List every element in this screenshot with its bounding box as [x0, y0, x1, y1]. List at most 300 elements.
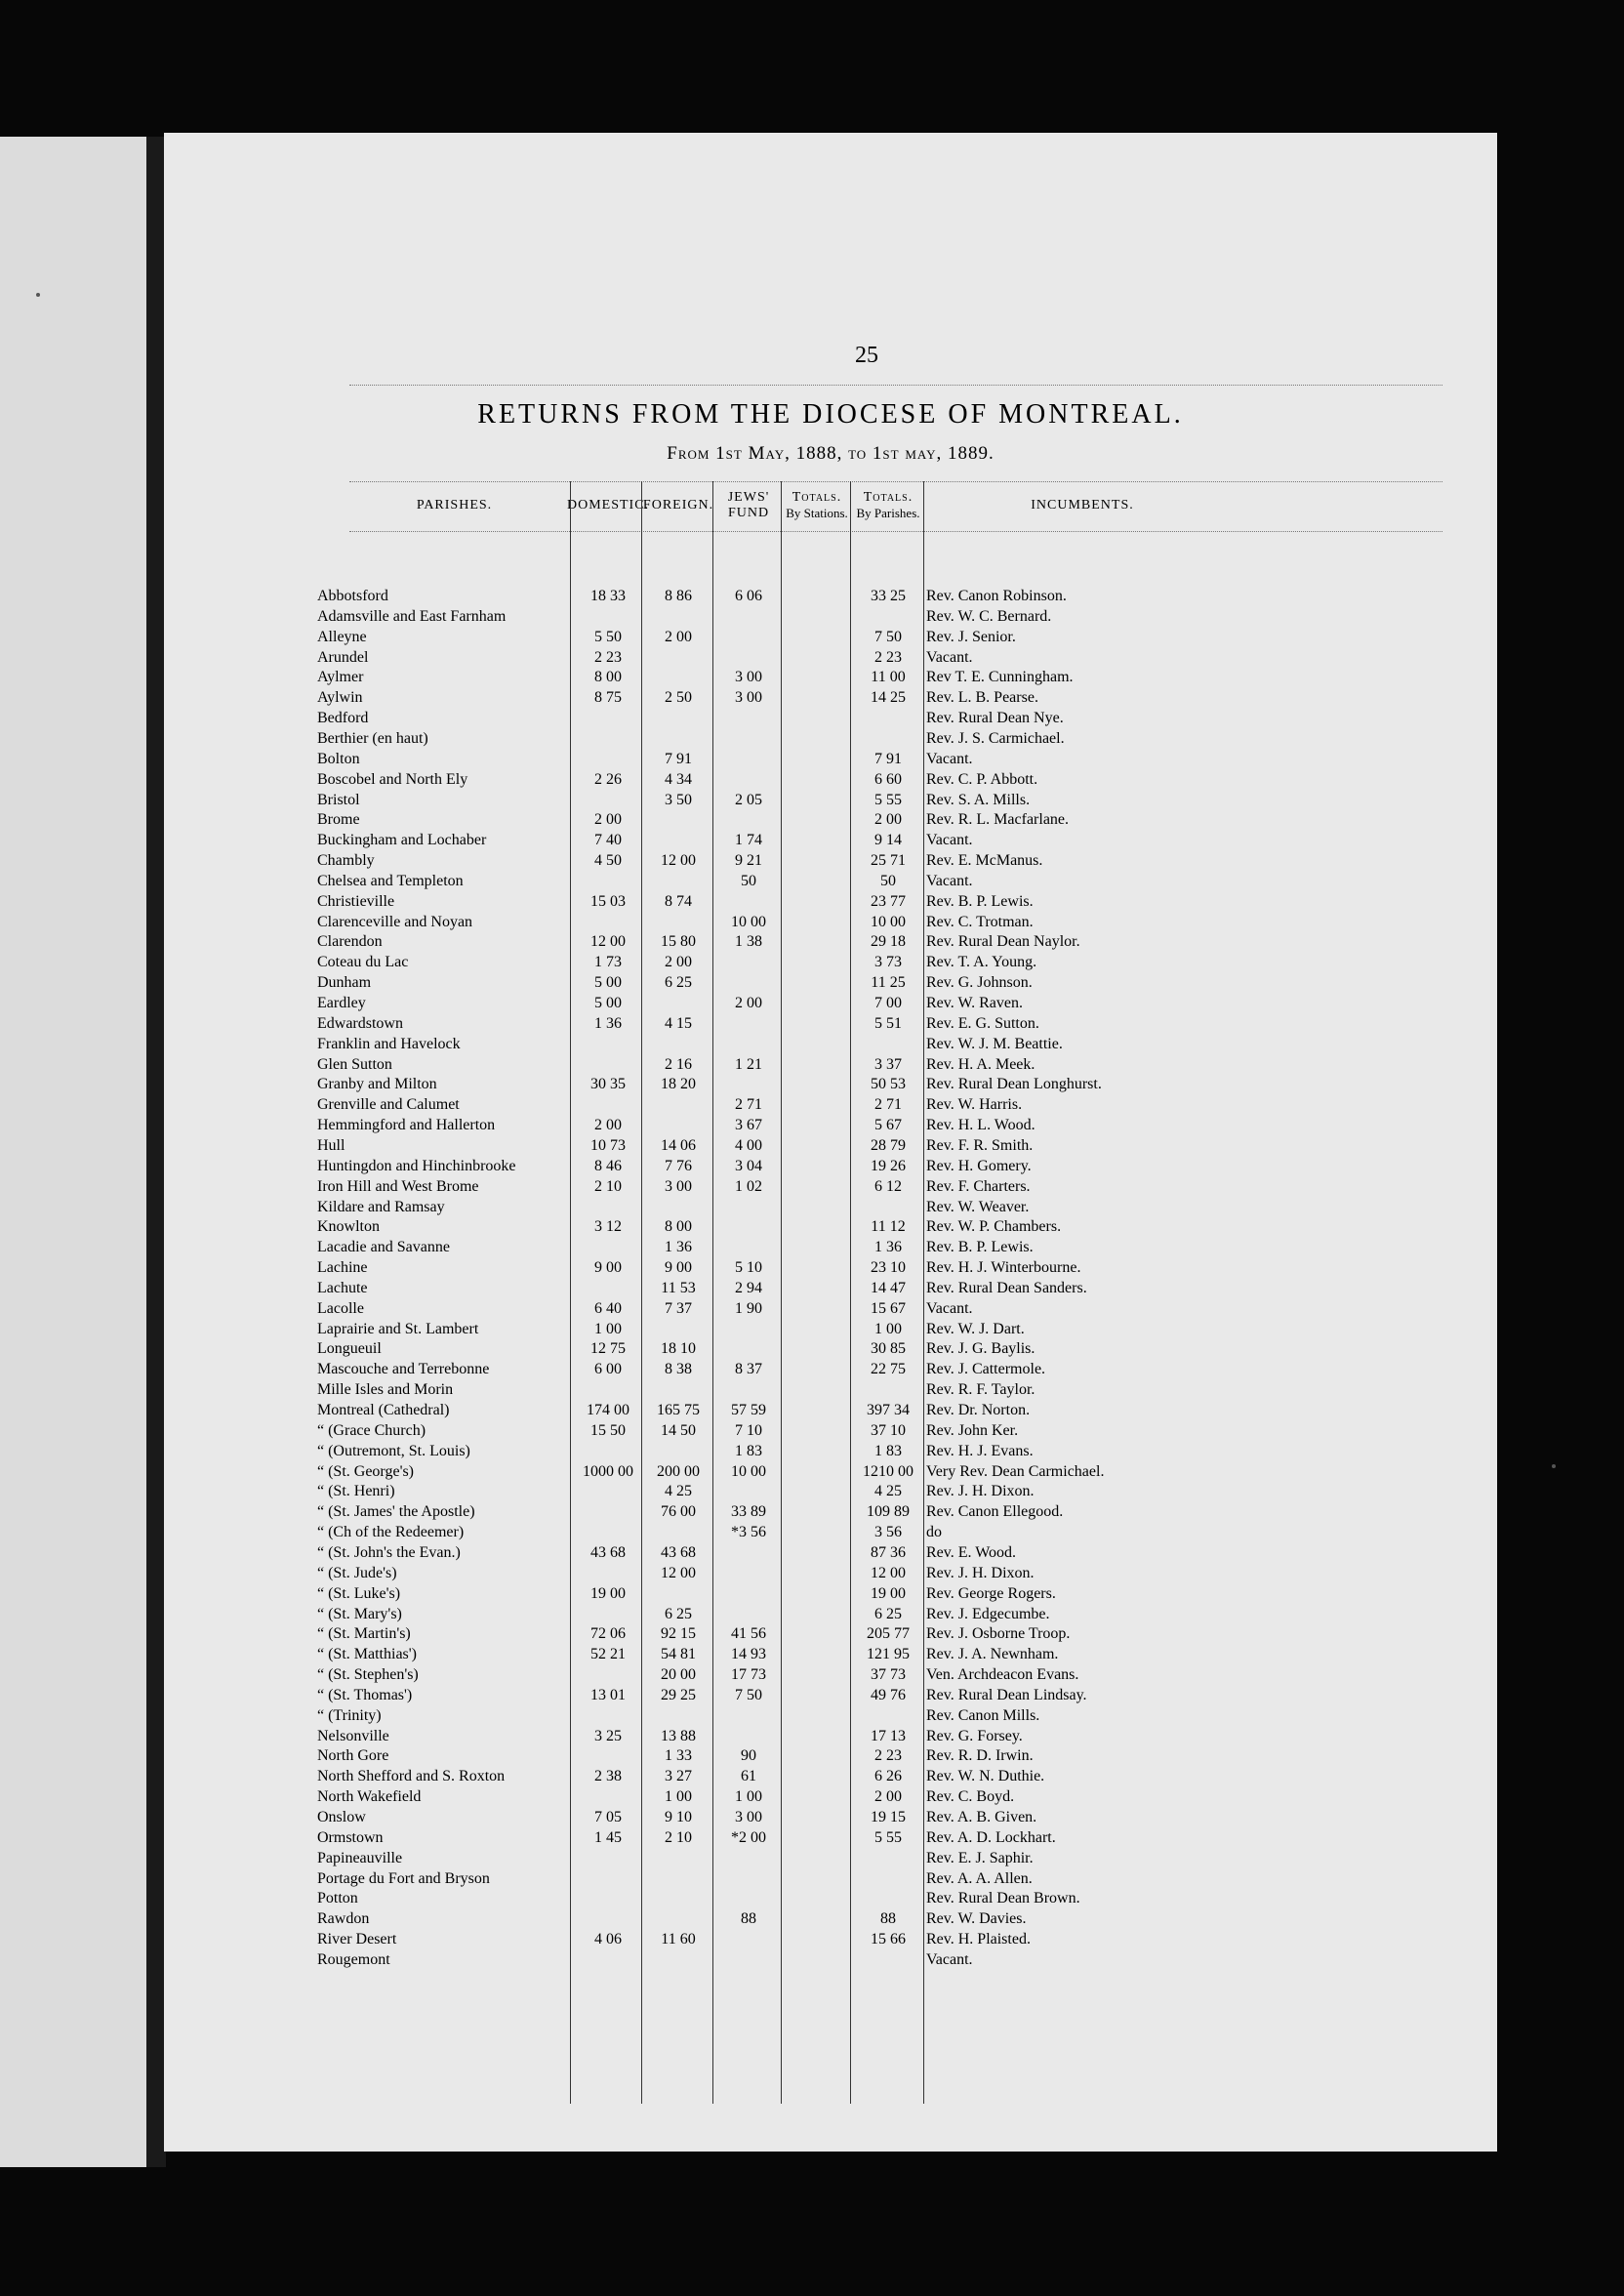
incumbent-name: Rev. E. J. Saphir.	[926, 1849, 1034, 1866]
totals-parishes-value: 50	[880, 872, 896, 889]
totals-parishes-value: 205 77	[867, 1625, 910, 1643]
incumbent-name: Rev. Rural Dean Lindsay.	[926, 1686, 1087, 1703]
totals-stations-value	[784, 1319, 850, 1339]
totals-parishes-value: 37 73	[871, 1666, 906, 1684]
totals-stations-value	[784, 1379, 850, 1400]
jews-fund-value: 3 00	[735, 1809, 762, 1825]
domestic-value	[575, 1563, 641, 1583]
foreign-value: 8 00	[665, 1218, 692, 1236]
domestic-value	[575, 1094, 641, 1115]
parish-name: Onslow	[317, 1809, 366, 1825]
header-domestic: DOMESTIC.	[566, 498, 650, 512]
domestic-value: 4 50	[594, 852, 622, 870]
incumbent-name: Rev. G. Johnson.	[926, 974, 1033, 992]
totals-stations-value	[784, 952, 850, 972]
totals-stations-value	[784, 1461, 850, 1482]
page-number: 25	[855, 343, 878, 368]
jews-fund-value: 88	[741, 1910, 756, 1928]
domestic-value: 43 68	[590, 1543, 626, 1561]
foreign-value: 2 00	[665, 628, 692, 645]
parish-name: Aylmer	[317, 669, 364, 686]
parish-name: Rougemont	[317, 1950, 390, 1968]
jews-fund-value: 3 00	[735, 689, 762, 707]
parish-name: Christieville	[317, 892, 395, 910]
parish-name: Lachute	[317, 1279, 368, 1296]
foreign-value: 2 10	[665, 1828, 692, 1846]
foreign-value	[645, 993, 711, 1013]
foreign-value: 14 50	[661, 1421, 696, 1439]
foreign-value	[645, 871, 711, 891]
foreign-value	[645, 912, 711, 932]
table-row	[164, 1054, 1497, 1075]
domestic-value: 10 73	[590, 1136, 626, 1154]
foreign-value: 8 38	[665, 1361, 692, 1378]
foreign-value	[645, 708, 711, 728]
jews-fund-value: 14 93	[731, 1646, 766, 1663]
parish-name: Glen Sutton	[317, 1055, 392, 1073]
scan-speck	[1552, 1464, 1556, 1468]
incumbent-name: Rev. R. D. Irwin.	[926, 1747, 1034, 1765]
foreign-value: 8 86	[665, 588, 692, 604]
totals-parishes-value: 3 37	[874, 1055, 902, 1073]
foreign-value: 18 10	[661, 1340, 696, 1358]
top-rule	[349, 385, 1442, 386]
jews-fund-value	[716, 647, 781, 668]
domestic-value: 72 06	[590, 1625, 626, 1643]
parish-name: Longueuil	[317, 1340, 382, 1358]
table-row	[164, 1888, 1497, 1908]
parish-name: “ (St. Jude's)	[317, 1564, 397, 1581]
foreign-value: 13 88	[661, 1727, 696, 1744]
incumbent-name: Rev. Rural Dean Sanders.	[926, 1279, 1087, 1296]
domestic-value: 1000 00	[583, 1462, 633, 1480]
incumbent-name: Rev. G. Forsey.	[926, 1727, 1023, 1744]
table-row	[164, 1827, 1497, 1848]
totals-stations-value	[784, 1664, 850, 1685]
parish-name: Clarendon	[317, 933, 383, 951]
jews-fund-value: 3 67	[735, 1117, 762, 1134]
jews-fund-value: 1 74	[735, 832, 762, 849]
foreign-value	[645, 1094, 711, 1115]
jews-fund-value: 50	[741, 872, 756, 889]
parish-name: Mille Isles and Morin	[317, 1381, 454, 1399]
domestic-value: 2 23	[594, 648, 622, 666]
domestic-value	[575, 1441, 641, 1461]
jews-fund-value: 57 59	[731, 1402, 766, 1418]
totals-stations-value	[784, 1563, 850, 1583]
incumbent-name: Ven. Archdeacon Evans.	[926, 1666, 1079, 1684]
table-row	[164, 687, 1497, 708]
facing-page-edge	[0, 137, 164, 2167]
jews-fund-value: 4 00	[735, 1136, 762, 1154]
totals-parishes-value: 1 36	[874, 1239, 902, 1256]
domestic-value: 19 00	[590, 1584, 626, 1602]
totals-stations-value	[784, 1501, 850, 1522]
domestic-value	[575, 1278, 641, 1298]
incumbent-name: Vacant.	[926, 648, 973, 666]
table-row	[164, 1278, 1497, 1298]
incumbent-name: Rev. L. B. Pearse.	[926, 689, 1038, 707]
domestic-value: 8 75	[594, 689, 622, 707]
foreign-value: 4 34	[665, 770, 692, 788]
domestic-value	[575, 1379, 641, 1400]
table-row	[164, 830, 1497, 850]
domestic-value	[575, 1237, 641, 1257]
parish-name: Rawdon	[317, 1910, 370, 1928]
jews-fund-value	[716, 1726, 781, 1746]
jews-fund-value: 1 00	[735, 1788, 762, 1806]
table-row	[164, 1319, 1497, 1339]
foreign-value: 15 80	[661, 933, 696, 951]
incumbent-name: Rev. J. H. Dixon.	[926, 1483, 1035, 1500]
foreign-value: 2 50	[665, 689, 692, 707]
parish-name: Hull	[317, 1136, 345, 1154]
totals-parishes-value: 2 00	[874, 1788, 902, 1806]
domestic-value	[575, 1868, 641, 1889]
table-row	[164, 1522, 1497, 1542]
domestic-value: 1 73	[594, 954, 622, 971]
totals-stations-value	[784, 769, 850, 790]
foreign-value: 43 68	[661, 1543, 696, 1561]
table-row	[164, 1034, 1497, 1054]
totals-parishes-value: 14 25	[871, 689, 906, 707]
totals-parishes-value: 37 10	[871, 1421, 906, 1439]
domestic-value	[575, 1705, 641, 1726]
totals-stations-value	[784, 1522, 850, 1542]
totals-parishes-value: 50 53	[871, 1076, 906, 1093]
table-row	[164, 1501, 1497, 1522]
foreign-value: 12 00	[661, 1564, 696, 1581]
table-row	[164, 1807, 1497, 1827]
totals-parishes-value	[854, 728, 922, 749]
foreign-value	[645, 1034, 711, 1054]
table-row	[164, 1542, 1497, 1563]
jews-fund-value: 9 21	[735, 852, 762, 870]
incumbent-name: Rev. C. P. Abbott.	[926, 770, 1038, 788]
jews-fund-value: 41 56	[731, 1625, 766, 1643]
parish-name: River Desert	[317, 1931, 397, 1948]
jews-fund-value: *3 56	[731, 1524, 766, 1541]
totals-parishes-value: 29 18	[871, 933, 906, 951]
totals-stations-value	[784, 1176, 850, 1197]
domestic-value: 6 40	[594, 1299, 622, 1317]
totals-stations-value	[784, 1400, 850, 1420]
totals-stations-value	[784, 1685, 850, 1705]
incumbent-name: Rev. W. Weaver.	[926, 1198, 1030, 1215]
incumbent-name: Rev. F. Charters.	[926, 1177, 1031, 1195]
foreign-value	[645, 1522, 711, 1542]
parish-name: Potton	[317, 1890, 358, 1907]
domestic-value	[575, 790, 641, 810]
totals-parishes-value: 23 77	[871, 892, 906, 910]
parish-name: Granby and Milton	[317, 1076, 437, 1093]
totals-parishes-value	[854, 606, 922, 627]
parish-name: “ (St. James' the Apostle)	[317, 1503, 475, 1521]
totals-parishes-value	[854, 1379, 922, 1400]
jews-fund-value: 3 04	[735, 1157, 762, 1174]
parish-name: “ (Trinity)	[317, 1706, 382, 1724]
domestic-value	[575, 1745, 641, 1766]
totals-stations-value	[784, 647, 850, 668]
header-totals-stations: Totals. By Stations.	[786, 490, 848, 520]
totals-stations-value	[784, 1644, 850, 1664]
table-row	[164, 1094, 1497, 1115]
table-row	[164, 1644, 1497, 1664]
table-row	[164, 1745, 1497, 1766]
domestic-value	[575, 708, 641, 728]
totals-stations-value	[784, 1237, 850, 1257]
foreign-value: 12 00	[661, 852, 696, 870]
table-row	[164, 1604, 1497, 1624]
totals-stations-value	[784, 586, 850, 606]
foreign-value: 92 15	[661, 1625, 696, 1643]
totals-stations-value	[784, 1441, 850, 1461]
totals-stations-value	[784, 728, 850, 749]
incumbent-name: Rev. R. F. Taylor.	[926, 1381, 1035, 1399]
totals-stations-value	[784, 790, 850, 810]
incumbent-name: Rev. J. Senior.	[926, 628, 1016, 645]
domestic-value: 4 06	[594, 1931, 622, 1948]
incumbent-name: Rev. Rural Dean Naylor.	[926, 933, 1080, 951]
incumbent-name: Rev. Rural Dean Brown.	[926, 1890, 1080, 1907]
jews-fund-value: 7 50	[735, 1686, 762, 1703]
page-subtitle: From 1st May, 1888, to 1st may, 1889.	[667, 443, 995, 464]
totals-parishes-value: 7 00	[874, 995, 902, 1011]
table-row	[164, 1441, 1497, 1461]
totals-stations-value	[784, 1034, 850, 1054]
incumbent-name: Rev. A. D. Lockhart.	[926, 1828, 1056, 1846]
totals-parishes-value: 2 23	[874, 648, 902, 666]
document-page	[164, 133, 1497, 2152]
incumbent-name: Vacant.	[926, 750, 973, 767]
totals-stations-value	[784, 1216, 850, 1237]
parish-name: “ (Ch of the Redeemer)	[317, 1524, 465, 1541]
totals-stations-value	[784, 1888, 850, 1908]
foreign-value: 7 37	[665, 1299, 692, 1317]
foreign-value: 18 20	[661, 1076, 696, 1093]
domestic-value	[575, 1848, 641, 1868]
totals-parishes-value: 1 00	[874, 1320, 902, 1337]
table-row	[164, 1461, 1497, 1482]
totals-stations-value	[784, 1257, 850, 1278]
table-row	[164, 606, 1497, 627]
parish-name: Knowlton	[317, 1218, 380, 1236]
foreign-value	[645, 809, 711, 830]
jews-fund-value	[716, 1197, 781, 1217]
totals-parishes-value: 5 55	[874, 1828, 902, 1846]
parish-name: Lacolle	[317, 1299, 364, 1317]
incumbent-name: Rev. George Rogers.	[926, 1584, 1056, 1602]
parish-name: Huntingdon and Hinchinbrooke	[317, 1157, 516, 1174]
jews-fund-value	[716, 1583, 781, 1604]
table-row	[164, 972, 1497, 993]
jews-fund-value	[716, 1319, 781, 1339]
jews-fund-value	[716, 809, 781, 830]
domestic-value	[575, 1949, 641, 1970]
totals-parishes-value: 3 73	[874, 954, 902, 971]
totals-parishes-value: 10 00	[871, 913, 906, 930]
foreign-value: 3 00	[665, 1177, 692, 1195]
incumbent-name: Rev. J. Osborne Troop.	[926, 1625, 1071, 1643]
table-row	[164, 1257, 1497, 1278]
domestic-value: 2 00	[594, 1117, 622, 1134]
totals-parishes-value: 11 25	[871, 974, 906, 992]
incumbent-name: Rev. C. Boyd.	[926, 1788, 1015, 1806]
parish-name: Lacadie and Savanne	[317, 1239, 450, 1256]
table-row	[164, 809, 1497, 830]
domestic-value	[575, 871, 641, 891]
totals-stations-value	[784, 1807, 850, 1827]
foreign-value	[645, 1868, 711, 1889]
totals-parishes-value: 9 14	[874, 832, 902, 849]
parish-name: “ (Outremont, St. Louis)	[317, 1442, 470, 1459]
jews-fund-value: 2 94	[735, 1279, 762, 1296]
parish-name: Adamsville and East Farnham	[317, 607, 507, 625]
parish-name: Chambly	[317, 852, 375, 870]
incumbent-name: Rev. W. Raven.	[926, 995, 1023, 1011]
domestic-value	[575, 1197, 641, 1217]
domestic-value: 2 10	[594, 1177, 622, 1195]
jews-fund-value	[716, 1013, 781, 1034]
totals-parishes-value	[854, 1034, 922, 1054]
jews-fund-value	[716, 1034, 781, 1054]
totals-stations-value	[784, 891, 850, 912]
totals-stations-value	[784, 993, 850, 1013]
jews-fund-value	[716, 769, 781, 790]
incumbent-name: Rev. W. J. M. Beattie.	[926, 1035, 1063, 1052]
table-row	[164, 952, 1497, 972]
jews-fund-value: 90	[741, 1747, 756, 1765]
totals-parishes-value: 12 00	[871, 1564, 906, 1581]
foreign-value: 29 25	[661, 1686, 696, 1703]
domestic-value	[575, 749, 641, 769]
domestic-value: 6 00	[594, 1361, 622, 1378]
parish-name: North Shefford and S. Roxton	[317, 1768, 506, 1785]
totals-stations-value	[784, 871, 850, 891]
incumbent-name: Rev. E. McManus.	[926, 852, 1043, 870]
totals-stations-value	[784, 687, 850, 708]
book-gutter	[146, 137, 166, 2167]
table-row	[164, 667, 1497, 687]
incumbent-name: Rev. W. N. Duthie.	[926, 1768, 1045, 1785]
jews-fund-value: 2 05	[735, 791, 762, 808]
jews-fund-value	[716, 1848, 781, 1868]
header-incumbents: INCUMBENTS.	[1031, 498, 1134, 512]
jews-fund-value	[716, 1868, 781, 1889]
incumbent-name: Rev. Rural Dean Nye.	[926, 710, 1064, 727]
incumbent-name: Rev. J. S. Carmichael.	[926, 729, 1065, 747]
totals-parishes-value: 7 91	[874, 750, 902, 767]
incumbent-name: do	[926, 1524, 942, 1541]
incumbent-name: Rev. E. G. Sutton.	[926, 1014, 1039, 1032]
jews-fund-value	[716, 749, 781, 769]
parish-name: Berthier (en haut)	[317, 729, 428, 747]
incumbent-name: Rev. H. J. Winterbourne.	[926, 1259, 1081, 1277]
table-row	[164, 627, 1497, 647]
parish-name: Aylwin	[317, 689, 363, 707]
incumbent-name: Vacant.	[926, 832, 973, 849]
totals-stations-value	[784, 1705, 850, 1726]
incumbent-name: Rev. E. Wood.	[926, 1543, 1017, 1561]
parish-name: Clarenceville and Noyan	[317, 913, 473, 930]
jews-fund-value	[716, 1929, 781, 1949]
foreign-value: 1 00	[665, 1788, 692, 1806]
totals-parishes-value: 11 00	[871, 669, 906, 686]
parish-name: Arundel	[317, 648, 369, 666]
parish-name: Bolton	[317, 750, 360, 767]
domestic-value: 2 00	[594, 811, 622, 829]
domestic-value: 3 25	[594, 1727, 622, 1744]
totals-parishes-value	[854, 1888, 922, 1908]
jews-fund-value	[716, 1542, 781, 1563]
domestic-value	[575, 1908, 641, 1929]
incumbent-name: Rev. B. P. Lewis.	[926, 1239, 1034, 1256]
table-row	[164, 1197, 1497, 1217]
foreign-value	[645, 728, 711, 749]
parish-name: Dunham	[317, 974, 372, 992]
foreign-value: 11 53	[661, 1279, 696, 1296]
parish-name: Bristol	[317, 791, 360, 808]
jews-fund-value	[716, 1338, 781, 1359]
totals-stations-value	[784, 1766, 850, 1786]
totals-stations-value	[784, 1115, 850, 1135]
table-row	[164, 1623, 1497, 1644]
totals-stations-value	[784, 972, 850, 993]
totals-stations-value	[784, 1745, 850, 1766]
table-row	[164, 1868, 1497, 1889]
domestic-value	[575, 606, 641, 627]
page-title: RETURNS FROM THE DIOCESE OF MONTREAL.	[477, 399, 1184, 430]
table-header	[349, 481, 1442, 532]
table-row	[164, 1726, 1497, 1746]
jews-fund-value: 3 00	[735, 669, 762, 686]
foreign-value: 54 81	[661, 1646, 696, 1663]
jews-fund-value: 1 21	[735, 1055, 762, 1073]
foreign-value: 3 27	[665, 1768, 692, 1785]
parish-name: “ (St. Henri)	[317, 1483, 395, 1500]
table-row	[164, 1685, 1497, 1705]
table-row	[164, 1156, 1497, 1176]
totals-stations-value	[784, 1583, 850, 1604]
totals-parishes-value: 5 67	[874, 1117, 902, 1134]
jews-fund-value: 1 83	[735, 1442, 762, 1459]
totals-stations-value	[784, 1929, 850, 1949]
jews-fund-value	[716, 1604, 781, 1624]
jews-fund-value	[716, 952, 781, 972]
incumbent-name: Rev. W. C. Bernard.	[926, 607, 1052, 625]
totals-stations-value	[784, 1908, 850, 1929]
totals-parishes-value: 7 50	[874, 628, 902, 645]
jews-fund-value: 1 02	[735, 1177, 762, 1195]
parish-name: Alleyne	[317, 628, 367, 645]
domestic-value	[575, 728, 641, 749]
domestic-value: 15 03	[590, 892, 626, 910]
parish-name: North Wakefield	[317, 1788, 422, 1806]
domestic-value: 7 40	[594, 832, 622, 849]
jews-fund-value	[716, 1216, 781, 1237]
table-row	[164, 993, 1497, 1013]
incumbent-name: Rev. B. P. Lewis.	[926, 892, 1034, 910]
jews-fund-value	[716, 1074, 781, 1094]
table-row	[164, 1949, 1497, 1970]
parish-name: Portage du Fort and Bryson	[317, 1869, 490, 1887]
domestic-value: 7 05	[594, 1809, 622, 1825]
table-row	[164, 586, 1497, 606]
foreign-value: 14 06	[661, 1136, 696, 1154]
foreign-value: 20 00	[661, 1666, 696, 1684]
parish-name: Nelsonville	[317, 1727, 389, 1744]
table-row	[164, 1848, 1497, 1868]
